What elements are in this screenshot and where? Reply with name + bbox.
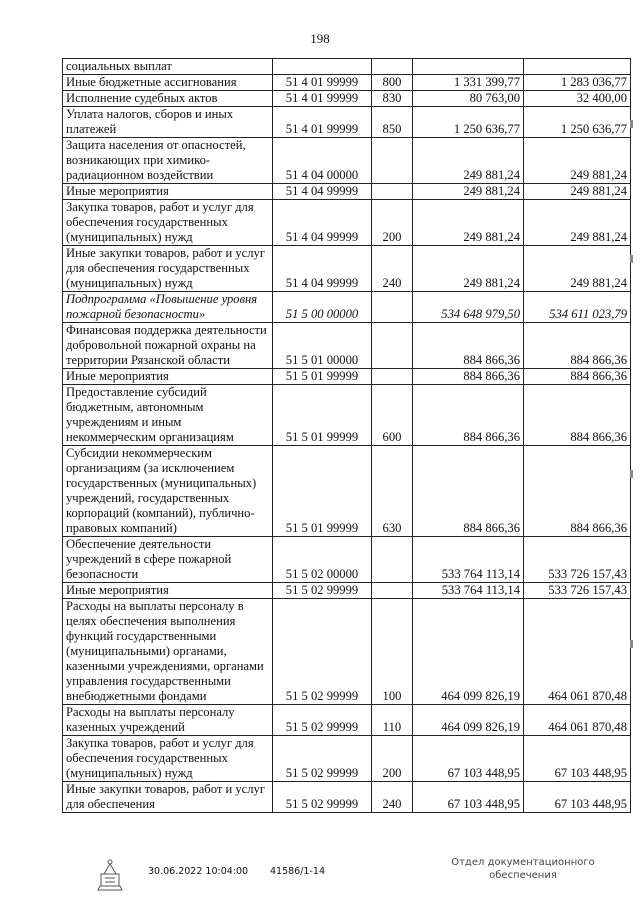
- row-name-cell: Защита населения от опасностей, возникающих при химико-радиационном воздействии: [63, 138, 273, 184]
- row-code-cell: 51 5 01 99999: [273, 446, 372, 537]
- row-sum-cash-cell: 32 400,00: [524, 91, 631, 107]
- row-expense-type-cell: [372, 323, 413, 369]
- row-name-cell: Закупка товаров, работ и услуг для обеспечения государственных (муниципальных) нужд: [63, 736, 273, 782]
- scan-mark: [630, 255, 633, 263]
- row-name-cell: Предоставление субсидий бюджетным, автономным учреждениям и иным некоммерческим организациям: [63, 385, 273, 446]
- row-name-cell: Иные мероприятия: [63, 369, 273, 385]
- row-sum-2022-cell: 884 866,36: [413, 369, 524, 385]
- table-row: [63, 369, 631, 385]
- row-expense-type-cell: 200: [372, 736, 413, 782]
- row-sum-cash-cell: 464 061 870,48: [524, 705, 631, 736]
- row-sum-2022-cell: 884 866,36: [413, 385, 524, 446]
- table-row: [63, 736, 631, 782]
- row-sum-2022-cell: 533 764 113,14: [413, 537, 524, 583]
- row-expense-type-cell: [372, 184, 413, 200]
- row-sum-cash-cell: 533 726 157,43: [524, 537, 631, 583]
- row-sum-2022-cell: 464 099 826,19: [413, 705, 524, 736]
- department-stamp: [448, 856, 598, 882]
- row-expense-type-cell: 110: [372, 705, 413, 736]
- row-code-cell: 51 5 01 00000: [273, 323, 372, 369]
- row-code-cell: 51 5 01 99999: [273, 369, 372, 385]
- row-sum-cash-cell: 249 881,24: [524, 200, 631, 246]
- row-sum-2022-cell: 534 648 979,50: [413, 292, 524, 323]
- row-name-cell: социальных выплат: [63, 59, 273, 75]
- row-sum-cash-cell: 884 866,36: [524, 385, 631, 446]
- row-code-cell: 51 4 04 99999: [273, 246, 372, 292]
- scan-mark: [630, 470, 633, 478]
- row-code-cell: 51 4 04 99999: [273, 200, 372, 246]
- row-expense-type-cell: [372, 537, 413, 583]
- table-row: [63, 385, 631, 446]
- row-sum-2022-cell: 464 099 826,19: [413, 599, 524, 705]
- row-expense-type-cell: [372, 59, 413, 75]
- scan-mark: [630, 640, 633, 648]
- row-expense-type-cell: 240: [372, 246, 413, 292]
- row-code-cell: 51 4 04 00000: [273, 138, 372, 184]
- row-expense-type-cell: 830: [372, 91, 413, 107]
- row-name-cell: Расходы на выплаты персоналу казенных учреждений: [63, 705, 273, 736]
- row-code-cell: 51 5 02 99999: [273, 736, 372, 782]
- row-sum-2022-cell: 249 881,24: [413, 184, 524, 200]
- row-code-cell: 51 5 02 99999: [273, 782, 372, 813]
- table-row: [63, 91, 631, 107]
- row-sum-2022-cell: 67 103 448,95: [413, 736, 524, 782]
- department-line-1: Отдел документационного: [451, 857, 595, 868]
- row-name-cell: Уплата налогов, сборов и иных платежей: [63, 107, 273, 138]
- table-row: [63, 446, 631, 537]
- row-expense-type-cell: [372, 583, 413, 599]
- document-footer: [0, 856, 640, 896]
- row-sum-2022-cell: 249 881,24: [413, 246, 524, 292]
- table-row: [63, 75, 631, 91]
- row-name-cell: Иные мероприятия: [63, 583, 273, 599]
- row-sum-2022-cell: 533 764 113,14: [413, 583, 524, 599]
- row-expense-type-cell: 240: [372, 782, 413, 813]
- row-code-cell: 51 5 02 99999: [273, 599, 372, 705]
- row-name-cell: Иные закупки товаров, работ и услуг для обеспечения государственных (муниципальных) нужд: [63, 246, 273, 292]
- row-expense-type-cell: 100: [372, 599, 413, 705]
- table-row: [63, 246, 631, 292]
- row-expense-type-cell: 630: [372, 446, 413, 537]
- row-code-cell: 51 4 04 99999: [273, 184, 372, 200]
- row-sum-cash-cell: 249 881,24: [524, 184, 631, 200]
- row-code-cell: 51 5 02 99999: [273, 583, 372, 599]
- row-sum-2022-cell: 884 866,36: [413, 323, 524, 369]
- row-sum-cash-cell: 884 866,36: [524, 323, 631, 369]
- table-row: [63, 184, 631, 200]
- row-sum-cash-cell: [524, 59, 631, 75]
- table-row: [63, 292, 631, 323]
- row-expense-type-cell: [372, 138, 413, 184]
- row-sum-cash-cell: 534 611 023,79: [524, 292, 631, 323]
- row-sum-cash-cell: 67 103 448,95: [524, 736, 631, 782]
- row-sum-2022-cell: 249 881,24: [413, 138, 524, 184]
- row-sum-cash-cell: 1 250 636,77: [524, 107, 631, 138]
- row-sum-2022-cell: 1 250 636,77: [413, 107, 524, 138]
- row-sum-cash-cell: 884 866,36: [524, 446, 631, 537]
- row-code-cell: [273, 59, 372, 75]
- row-expense-type-cell: [372, 292, 413, 323]
- table-row: [63, 599, 631, 705]
- row-name-cell: Закупка товаров, работ и услуг для обеспечения государственных (муниципальных) нужд: [63, 200, 273, 246]
- row-name-cell: Субсидии некоммерческим организациям (за исключением государственных (муниципальных) учреждений, государственных корпораций (компаний), публично-правовых компаний): [63, 446, 273, 537]
- table-row: [63, 583, 631, 599]
- row-expense-type-cell: [372, 369, 413, 385]
- row-name-cell: Иные мероприятия: [63, 184, 273, 200]
- row-code-cell: 51 4 01 99999: [273, 107, 372, 138]
- row-code-cell: 51 5 00 00000: [273, 292, 372, 323]
- row-code-cell: 51 5 01 99999: [273, 385, 372, 446]
- row-sum-2022-cell: 1 331 399,77: [413, 75, 524, 91]
- scan-mark: [630, 120, 633, 128]
- row-code-cell: 51 5 02 99999: [273, 705, 372, 736]
- row-sum-2022-cell: 249 881,24: [413, 200, 524, 246]
- table-row: [63, 59, 631, 75]
- row-code-cell: 51 5 02 00000: [273, 537, 372, 583]
- budget-table: [62, 58, 631, 813]
- row-name-cell: Финансовая поддержка деятельности добровольной пожарной охраны на территории Рязанской области: [63, 323, 273, 369]
- row-sum-2022-cell: 80 763,00: [413, 91, 524, 107]
- row-sum-2022-cell: 67 103 448,95: [413, 782, 524, 813]
- row-sum-2022-cell: 884 866,36: [413, 446, 524, 537]
- page-number: 198: [310, 31, 330, 46]
- stamp-number: 41586/1-14: [270, 866, 325, 877]
- row-expense-type-cell: 200: [372, 200, 413, 246]
- row-expense-type-cell: 600: [372, 385, 413, 446]
- row-name-cell: Иные бюджетные ассигнования: [63, 75, 273, 91]
- row-name-cell: Подпрограмма «Повышение уровня пожарной безопасности»: [63, 292, 273, 323]
- row-sum-cash-cell: 249 881,24: [524, 246, 631, 292]
- table-row: [63, 200, 631, 246]
- table-row: [63, 782, 631, 813]
- row-name-cell: Исполнение судебных актов: [63, 91, 273, 107]
- row-sum-cash-cell: 884 866,36: [524, 369, 631, 385]
- table-row: [63, 138, 631, 184]
- table-row: [63, 705, 631, 736]
- stamp-date: 30.06.2022 10:04:00: [148, 866, 249, 877]
- row-sum-cash-cell: 533 726 157,43: [524, 583, 631, 599]
- row-sum-cash-cell: 1 283 036,77: [524, 75, 631, 91]
- row-sum-cash-cell: 464 061 870,48: [524, 599, 631, 705]
- row-sum-2022-cell: [413, 59, 524, 75]
- table-row: [63, 323, 631, 369]
- row-expense-type-cell: 850: [372, 107, 413, 138]
- row-name-cell: Обеспечение деятельности учреждений в сфере пожарной безопасности: [63, 537, 273, 583]
- table-row: [63, 107, 631, 138]
- row-code-cell: 51 4 01 99999: [273, 75, 372, 91]
- row-sum-cash-cell: 67 103 448,95: [524, 782, 631, 813]
- table-row: [63, 537, 631, 583]
- department-line-2: обеспечения: [489, 870, 557, 881]
- row-name-cell: Расходы на выплаты персоналу в целях обеспечения выполнения функций государственными (муниципальными) органами, казенными учреждениями, органами управления государственными внебюджетными фондами: [63, 599, 273, 705]
- row-name-cell: Иные закупки товаров, работ и услуг для обеспечения: [63, 782, 273, 813]
- coat-of-arms-icon: [92, 856, 128, 892]
- row-expense-type-cell: 800: [372, 75, 413, 91]
- row-sum-cash-cell: 249 881,24: [524, 138, 631, 184]
- row-code-cell: 51 4 01 99999: [273, 91, 372, 107]
